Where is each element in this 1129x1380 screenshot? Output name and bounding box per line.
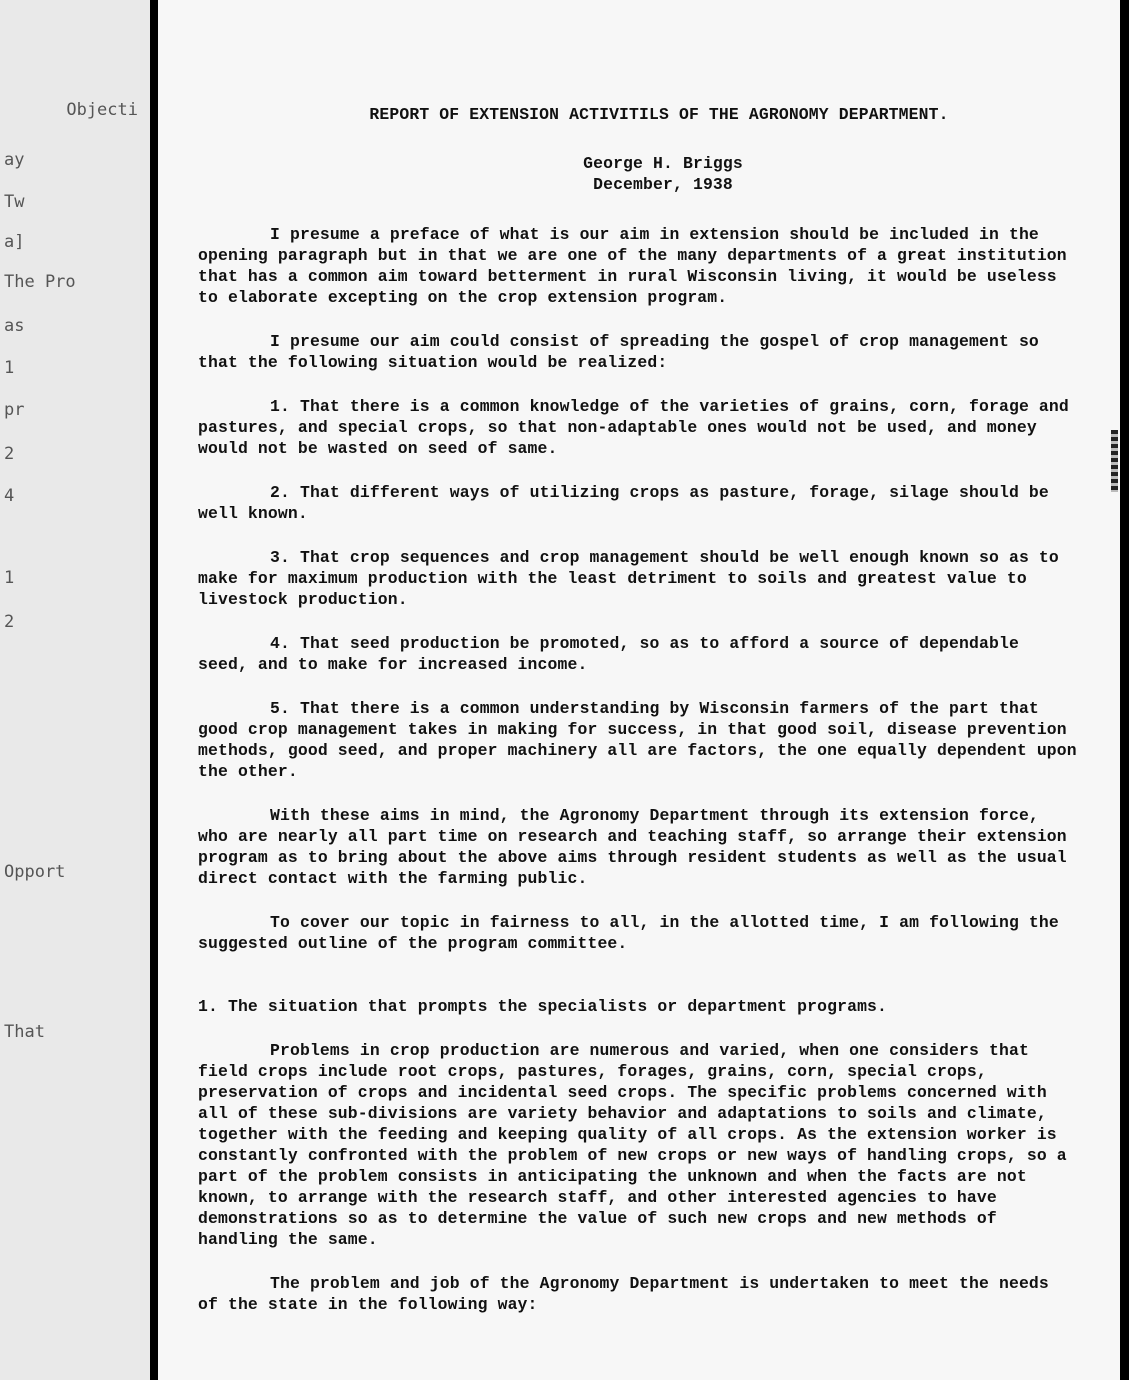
- fragment-the-pro: The Pro: [4, 272, 76, 292]
- fragment-1b: 1: [4, 568, 15, 588]
- fragment-a: a]: [4, 232, 25, 252]
- aim-item-2: 2. That different ways of utilizing crops as pasture, forage, silage should be well known.: [198, 483, 1049, 523]
- department-job-paragraph: The problem and job of the Agronomy Department is undertaken to meet the needs of the state in the following way:: [198, 1274, 1049, 1314]
- aim-intro-paragraph: I presume our aim could consist of spreading the gospel of crop management so that the following situation would be realized:: [198, 332, 1039, 372]
- fragment-pr: pr: [4, 400, 25, 420]
- fragment-ay: ay: [4, 150, 25, 170]
- fragment-opport: Opport: [4, 862, 66, 882]
- previous-page-edge: [0, 0, 150, 1380]
- preface-paragraph: I presume a preface of what is our aim in extension should be included in the opening paragraph but in that we are one of the many departments of a great institution that has a common aim toward betterment in rural Wisconsin living, it would be useless to elaborate excepting on the crop extension program.: [198, 225, 1067, 307]
- aim-item-4: 4. That seed production be promoted, so as to afford a source of dependable seed, and to make for increased income.: [198, 634, 1019, 674]
- fragment-objectives: Objecti: [66, 100, 138, 120]
- outline-paragraph: To cover our topic in fairness to all, in the allotted time, I am following the suggested outline of the program committee.: [198, 913, 1059, 953]
- fragment-2b: 2: [4, 612, 15, 632]
- fragment-as: as: [4, 316, 25, 336]
- problems-paragraph: Problems in crop production are numerous and varied, when one considers that field crops include root crops, pastures, forages, grains, corn, special crops, preservation of crops and incidental seed crops. The specific problems concerned with all of these sub-divisions are variety behavior and adaptations to soils and climate, together with the feeding and keeping quality of all crops. As the extension worker is constantly confronted with the problem of new crops or new ways of handling crops, so a part of the problem consists in anticipating the unknown and when the facts are not known, to arrange with the research staff, and other interested agencies to have demonstrations so as to determine the value of such new crops and new methods of handling the same.: [198, 1041, 1067, 1249]
- aim-item-3: 3. That crop sequences and crop management should be well enough known so as to make for maximum production with the least detriment to soils and greatest value to livestock production.: [198, 548, 1059, 609]
- section-heading: 1. The situation that prompts the specialists or department programs.: [198, 997, 888, 1016]
- byline: [248, 153, 1078, 195]
- fragment-4: 4: [4, 486, 15, 506]
- aim-item-5: 5. That there is a common understanding by Wisconsin farmers of the part that good crop management takes in making for success, in that good soil, disease prevention methods, good seed, and proper machinery all are factors, the one equally dependent upon the other.: [198, 699, 1077, 781]
- aim-item-1: 1. That there is a common knowledge of the varieties of grains, corn, forage and pastures, and special crops, so that non-adaptable ones would not be used, and money would not be wasted on seed of same.: [198, 397, 1069, 458]
- fragment-tw: Tw: [4, 192, 25, 212]
- author: George H. Briggs: [583, 154, 743, 173]
- fragment-that: That: [4, 1022, 45, 1042]
- fragment-2: 2: [4, 444, 15, 464]
- aims-summary-paragraph: With these aims in mind, the Agronomy Department through its extension force, who are nearly all part time on research and teaching staff, so arrange their extension program as to bring about the above aims through resident students as well as the usual direct contact with the farming public.: [198, 806, 1067, 888]
- report-date: December, 1938: [593, 175, 733, 194]
- typewritten-page: [158, 0, 1120, 1380]
- binding-edge-mark: [1111, 430, 1118, 492]
- page-body: [198, 104, 1078, 1338]
- fragment-1: 1: [4, 358, 15, 378]
- report-title: REPORT OF EXTENSION ACTIVITILS OF THE AGRONOMY DEPARTMENT.: [369, 105, 949, 124]
